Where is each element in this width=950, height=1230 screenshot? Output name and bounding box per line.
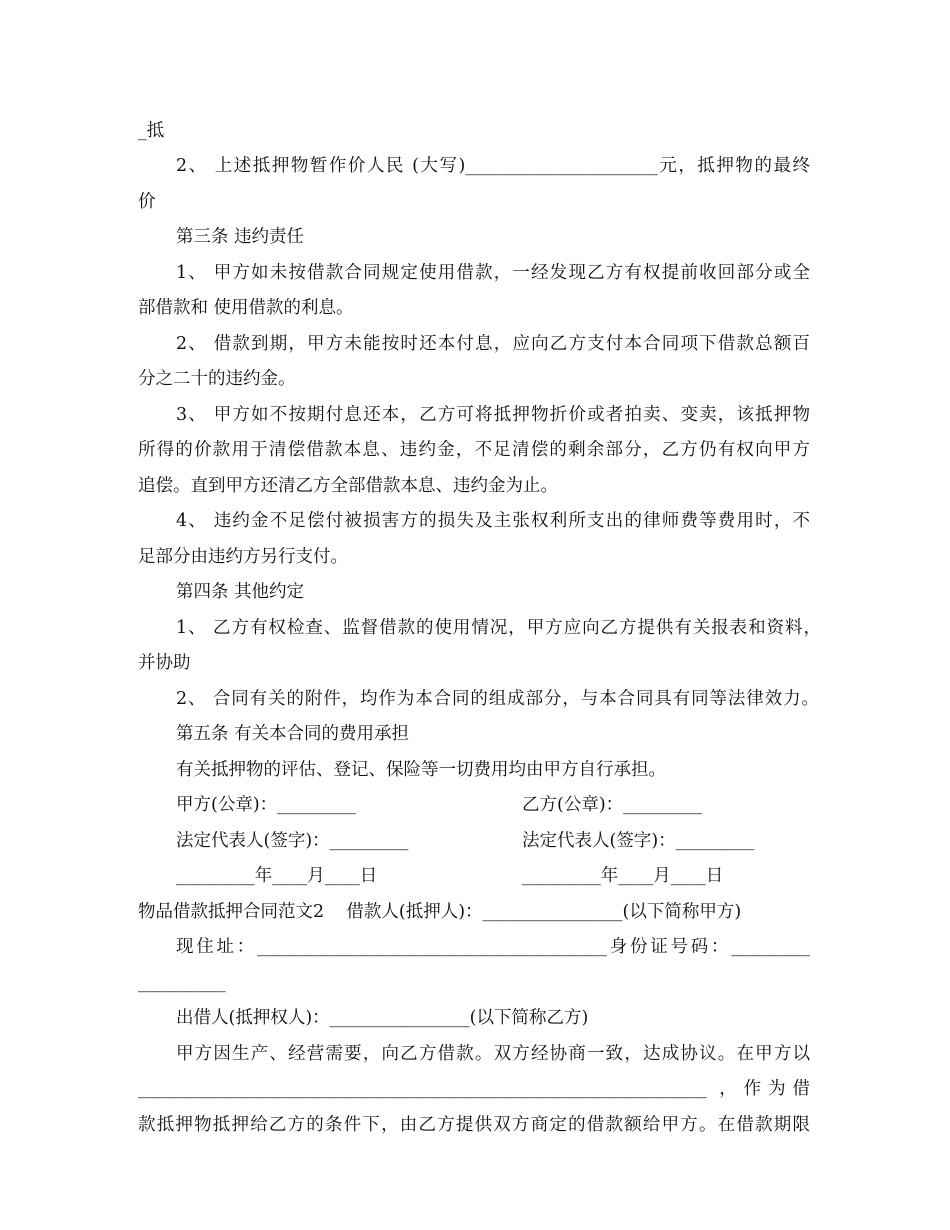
text-line: 并协助 xyxy=(138,653,191,673)
text-line: 所得的价款用于清偿借款本息、违约金，不足清偿的剩余部分，乙方仍有权向甲方 xyxy=(138,440,810,460)
representative-field-party-b: 法定代表人(签字)：_________ xyxy=(522,831,755,851)
text-line: 分之二十的违约金。 xyxy=(138,369,296,389)
text-line: 部借款和 使用借款的利息。 xyxy=(138,298,354,318)
text-line: _抵 xyxy=(138,121,165,141)
text-line: 追偿。直到甲方还清乙方全部借款本息、违约金为止。 xyxy=(138,476,558,496)
text-line: 2、 借款到期，甲方未能按时还本付息，应向乙方支付本合同项下借款总额百 xyxy=(176,334,810,354)
section-heading: 第四条 其他约定 xyxy=(176,582,305,602)
text-line: 足部分由违约方另行支付。 xyxy=(138,547,348,567)
text-line: 有关抵押物的评估、登记、保险等一切费用均由甲方自行承担。 xyxy=(176,760,666,780)
date-field-party-a: _________年____月____日 xyxy=(176,866,378,886)
signature-field-party-a: 甲方(公章)：_________ xyxy=(176,795,356,815)
text-line: 物品借款抵押合同范文2 借款人(抵押人)：________________(以下简称甲方) xyxy=(138,902,742,922)
text-line: 3、 甲方如不按期付息还本，乙方可将抵押物折价或者拍卖、变卖，该抵押物 xyxy=(176,405,810,425)
text-line: 2、 合同有关的附件，均作为本合同的组成部分，与本合同具有同等法律效力。 xyxy=(176,689,819,709)
text-line: 价 xyxy=(138,192,156,212)
text-line: 4、 违约金不足偿付被损害方的损失及主张权利所支出的律师费等费用时，不 xyxy=(176,511,810,531)
text-line: 现住址：________________________________________身份证号码：_________ xyxy=(176,937,810,957)
date-field-party-b: _________年____月____日 xyxy=(522,866,724,886)
text-line: 甲方因生产、经营需要，向乙方借款。双方经协商一致，达成协议。在甲方以 xyxy=(176,1044,810,1064)
text-line: 款抵押物抵押给乙方的条件下，由乙方提供双方商定的借款额给甲方。在借款期限 xyxy=(138,1115,810,1135)
text-line: 1、 甲方如未按借款合同规定使用借款，一经发现乙方有权提前收回部分或全 xyxy=(176,263,810,283)
signature-field-party-b: 乙方(公章)：_________ xyxy=(522,795,702,815)
text-line: 出借人(抵押权人)：________________(以下简称乙方) xyxy=(176,1008,589,1028)
text-line: _________________________________________________________________ ，作为借 xyxy=(138,1079,810,1099)
text-line: __________ xyxy=(138,973,226,993)
text-line: 2、 上述抵押物暂作价人民 (大写)______________________元，抵押物的最终 xyxy=(176,156,810,176)
section-heading: 第五条 有关本合同的费用承担 xyxy=(176,724,410,744)
section-heading: 第三条 违约责任 xyxy=(176,227,305,247)
representative-field-party-a: 法定代表人(签字)：_________ xyxy=(176,831,409,851)
text-line: 1、 乙方有权检查、监督借款的使用情况，甲方应向乙方提供有关报表和资料， xyxy=(176,618,821,638)
